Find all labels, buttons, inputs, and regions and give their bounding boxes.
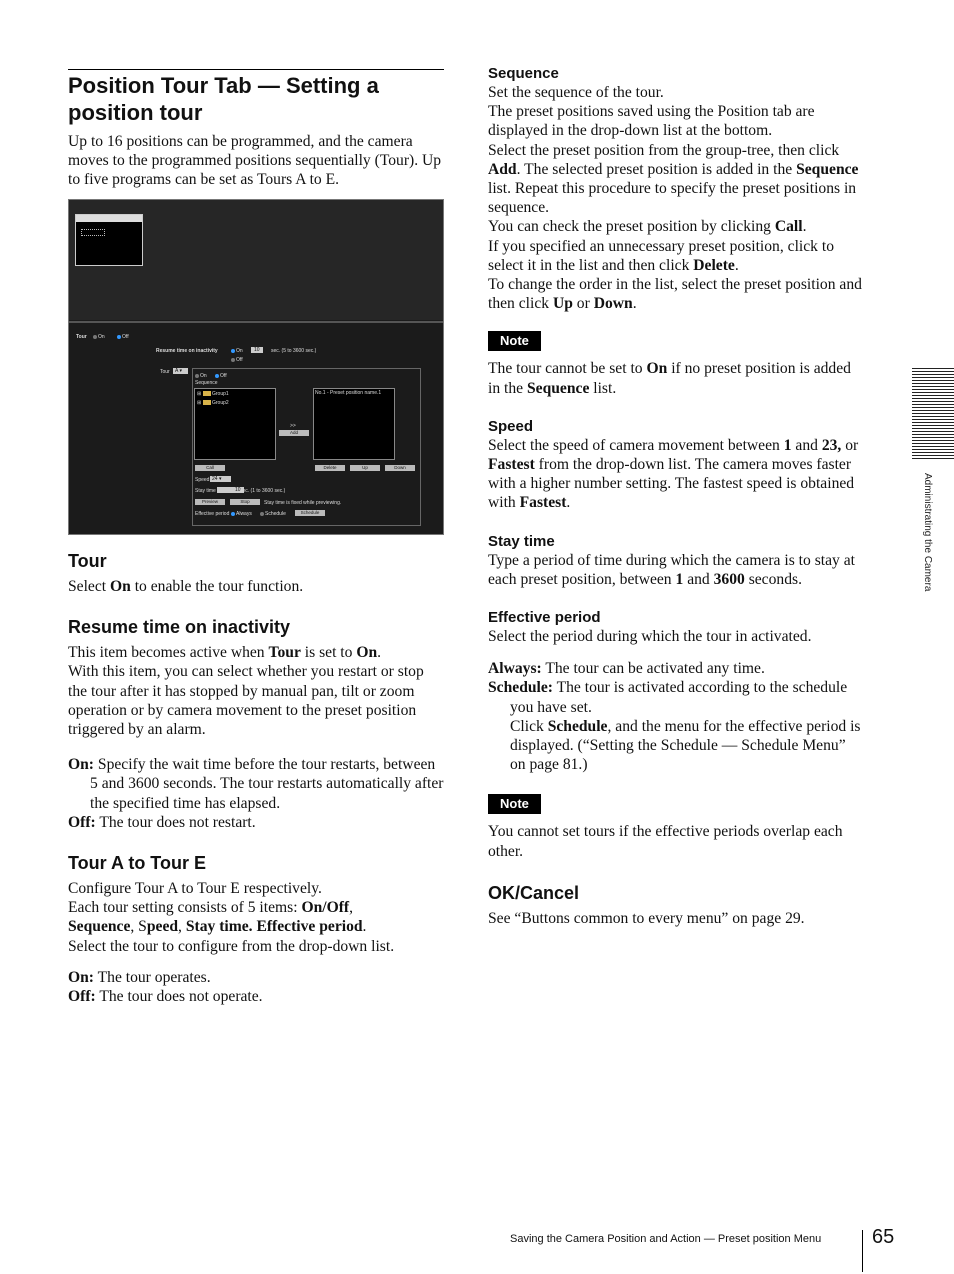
left-column-lower bbox=[68, 550, 444, 1006]
ss-speed-select[interactable]: 24 ▾ bbox=[210, 476, 231, 482]
ss-tour-label: Tour bbox=[76, 334, 87, 340]
bold-text: Fastest bbox=[488, 456, 535, 474]
text: Click bbox=[510, 717, 548, 735]
text: The tour cannot be set to bbox=[488, 360, 647, 378]
text: The tour operates. bbox=[94, 968, 211, 986]
divider bbox=[69, 321, 443, 323]
ss-add-button[interactable]: Add bbox=[279, 430, 309, 436]
preview-toolbar bbox=[76, 215, 142, 222]
radio-selected-icon bbox=[231, 512, 235, 516]
ss-stop-button[interactable]: Stop bbox=[230, 499, 260, 505]
text: To change the order in the list, select the preset position and then click bbox=[488, 276, 862, 313]
ss-stay-input[interactable]: 10 bbox=[217, 487, 244, 493]
ss-eff-schedule[interactable] bbox=[260, 511, 286, 517]
speed-text bbox=[488, 436, 864, 513]
radio-icon bbox=[93, 335, 97, 339]
right-column bbox=[488, 64, 864, 928]
text: . bbox=[377, 644, 382, 662]
tourae-off bbox=[68, 987, 444, 1006]
resume-p2: With this item, you can select whether you restart or stop the tour after it has stopped by manual pan, tilt or zoom operation or by camera movement to the preset position triggered by an alarm. bbox=[68, 663, 424, 739]
ss-schedule-text: Schedule bbox=[265, 511, 286, 517]
seq-line2: The preset positions saved using the Position tab are displayed in the drop-down list at the bottom. bbox=[488, 103, 815, 140]
radio-icon bbox=[195, 374, 199, 378]
ss-resume-range: sec. (5 to 3600 sec.) bbox=[271, 348, 317, 354]
seq-line1: Set the sequence of the tour. bbox=[488, 84, 664, 101]
tourae-p3: Select the tour to configure from the drop-down list. bbox=[68, 937, 395, 955]
note2-text: You cannot set tours if the effective periods overlap each other. bbox=[488, 823, 843, 860]
text: The tour can be activated any time. bbox=[541, 660, 765, 678]
bold-text: On bbox=[356, 644, 378, 662]
ss-sequence-list[interactable] bbox=[313, 388, 395, 460]
resume-on bbox=[68, 755, 444, 813]
note-badge: Note bbox=[488, 794, 541, 814]
bold-text: peed bbox=[146, 918, 179, 936]
bold-text: 23, bbox=[821, 436, 842, 454]
ss-group-tree[interactable] bbox=[194, 388, 276, 460]
text: and bbox=[683, 570, 714, 588]
footer-rule bbox=[862, 1230, 863, 1272]
text: is set to bbox=[300, 644, 357, 662]
ss-tour-off[interactable] bbox=[117, 334, 129, 340]
text: to enable the tour function. bbox=[130, 578, 304, 595]
text: if no preset position is added in the bbox=[488, 360, 851, 397]
ok-cancel-text: See “Buttons common to every menu” on page 29. bbox=[488, 909, 805, 927]
ss-group2-text: Group2 bbox=[211, 400, 229, 406]
text: , and the menu for the effective period is displayed. (“Setting the Schedule — Schedule Menu” on page 81.) bbox=[510, 717, 861, 774]
ok-cancel-heading: OK/Cancel bbox=[488, 882, 580, 903]
text: . bbox=[802, 218, 807, 236]
always-text bbox=[488, 659, 864, 678]
text: The tour is activated according to the schedule you have set. bbox=[510, 679, 848, 716]
ss-on-text: On bbox=[200, 373, 207, 379]
text: or bbox=[572, 295, 594, 313]
text: This item becomes active when bbox=[68, 644, 269, 662]
ss-speed-label: Speed bbox=[195, 477, 210, 483]
ss-resume-label: Resume time on inactivity bbox=[156, 348, 218, 354]
bold-text: On: bbox=[68, 968, 94, 986]
text: from the drop-down list. The camera moves faster with a higher number setting. The fastest speed is obtained with bbox=[488, 456, 855, 512]
side-tab-marker bbox=[912, 368, 954, 460]
bold-text: On: bbox=[68, 756, 94, 774]
speed-heading: Speed bbox=[488, 417, 534, 435]
ss-tour-select-label: Tour bbox=[160, 369, 170, 375]
ss-tour-on[interactable] bbox=[93, 334, 105, 340]
ss-panel-off[interactable] bbox=[215, 373, 227, 379]
bold-text: Up bbox=[552, 295, 573, 313]
text: , bbox=[178, 918, 186, 936]
sequence-heading: Sequence bbox=[488, 65, 559, 82]
text: . bbox=[632, 295, 637, 313]
ss-group2[interactable]: ⊞ Group2 bbox=[197, 400, 229, 406]
ss-off-text: Off bbox=[236, 357, 243, 363]
radio-icon bbox=[260, 512, 264, 516]
ss-schedule-button[interactable]: Schedule bbox=[295, 510, 325, 516]
bold-text: Sequence bbox=[796, 160, 859, 178]
text: . bbox=[566, 494, 571, 512]
tourae-on bbox=[68, 968, 444, 987]
resume-p1 bbox=[68, 643, 444, 662]
left-column bbox=[68, 69, 444, 190]
ss-resume-off[interactable] bbox=[231, 357, 243, 363]
text: If you specified an unnecessary preset position, click to select it in the list and then click bbox=[488, 237, 834, 274]
text: Select the preset position from the group-tree, then click bbox=[488, 141, 840, 159]
text: You can check the preset position by clicking bbox=[488, 218, 775, 236]
bold-text: Sequence bbox=[68, 918, 131, 936]
text: Select bbox=[68, 578, 110, 595]
schedule-text bbox=[488, 678, 864, 716]
radio-icon bbox=[231, 358, 235, 362]
bold-text: Tour bbox=[268, 644, 301, 662]
ss-eff-label: Effective period bbox=[195, 511, 230, 517]
footer-text: Saving the Camera Position and Action — Preset position Menu bbox=[510, 1233, 822, 1245]
ss-on-text: On bbox=[98, 334, 105, 340]
text: , S bbox=[130, 918, 147, 936]
ss-stay-fixed-note: Stay time is fixed while previewing. bbox=[264, 500, 342, 506]
ss-group1-text: Group1 bbox=[211, 391, 229, 397]
stay-heading: Stay time bbox=[488, 532, 555, 550]
text: . bbox=[734, 256, 739, 274]
ss-resume-input[interactable]: 10 bbox=[251, 347, 263, 353]
ss-speed-value: 24 bbox=[212, 476, 218, 482]
ss-sequence-item[interactable]: No.1 - Preset position name.1 bbox=[315, 390, 382, 396]
ss-call-button[interactable]: Call bbox=[195, 465, 225, 471]
text: list. bbox=[589, 379, 617, 397]
ss-stay-range: sec. (1 to 3600 sec.) bbox=[240, 488, 286, 494]
text: The tour does not operate. bbox=[95, 988, 263, 1006]
tour-text bbox=[68, 577, 444, 596]
seq-line5 bbox=[488, 237, 864, 275]
bold-text: Fastest bbox=[519, 494, 567, 512]
text: or bbox=[841, 436, 859, 454]
bold-text: Off: bbox=[68, 988, 96, 1006]
text: seconds. bbox=[744, 570, 802, 588]
folder-icon bbox=[203, 400, 211, 405]
bold-text: 1 bbox=[783, 436, 792, 454]
bold-text: Schedule: bbox=[488, 679, 553, 697]
intro-paragraph: Up to 16 positions can be programmed, and the camera moves to the programmed positions sequentially (Tour). Up to five programs can be set as Tours A to E. bbox=[68, 133, 442, 189]
text: Select the speed of camera movement between bbox=[488, 436, 784, 454]
ss-sequence-label: Sequence bbox=[195, 380, 218, 386]
text: , bbox=[349, 899, 354, 917]
bold-text: Add bbox=[488, 160, 517, 178]
page-number: 65 bbox=[872, 1226, 895, 1248]
ss-preview-button[interactable]: Preview bbox=[195, 499, 225, 505]
side-label: Administrating the Camera bbox=[922, 473, 933, 592]
bold-text: Off: bbox=[68, 813, 96, 831]
ss-eff-always[interactable] bbox=[231, 511, 252, 517]
folder-icon bbox=[203, 391, 211, 396]
tour-settings-screenshot bbox=[68, 199, 444, 535]
effective-heading: Effective period bbox=[488, 609, 601, 627]
section-title: Position Tour Tab — Setting a position tour bbox=[68, 69, 444, 126]
ss-tour-select-value: A bbox=[175, 368, 179, 374]
text: and bbox=[791, 436, 822, 454]
text: Specify the wait time before the tour restarts, between 5 and 3600 seconds. The tour restarts automatically after the specified time has elapsed. bbox=[90, 756, 444, 812]
schedule-click-text bbox=[488, 717, 864, 775]
ss-resume-on[interactable] bbox=[231, 348, 243, 354]
radio-selected-icon bbox=[117, 335, 121, 339]
resume-heading: Resume time on inactivity bbox=[68, 617, 291, 638]
preview-window bbox=[75, 214, 143, 266]
radio-selected-icon bbox=[231, 349, 235, 353]
ss-group1[interactable]: ⊞ Group1 bbox=[197, 391, 229, 397]
text: Each tour setting consists of 5 items: bbox=[68, 899, 302, 917]
ss-stay-label: Stay time bbox=[195, 488, 216, 494]
bold-text: 1 bbox=[675, 570, 684, 588]
text: list. Repeat this procedure to specify the preset positions in sequence. bbox=[488, 180, 857, 217]
bold-text: 3600 bbox=[713, 570, 745, 588]
bold-text: On bbox=[110, 578, 131, 595]
bold-text: On/Off bbox=[301, 899, 350, 917]
ss-tour-select[interactable]: A ▾ bbox=[173, 368, 188, 374]
ss-delete-button[interactable]: Delete bbox=[315, 465, 345, 471]
ss-off-text: Off bbox=[220, 373, 227, 379]
radio-selected-icon bbox=[215, 374, 219, 378]
text: Type a period of time during which the camera is to stay at each preset position, between bbox=[488, 551, 855, 588]
seq-line4 bbox=[488, 217, 864, 236]
bold-text: Stay time. bbox=[185, 918, 253, 936]
bold-text: Sequence bbox=[526, 379, 590, 397]
ss-add-arrows: >> bbox=[290, 423, 296, 429]
text: . bbox=[362, 918, 367, 936]
bold-text: On bbox=[646, 360, 668, 378]
effective-text: Select the period during which the tour in activated. bbox=[488, 628, 812, 646]
seq-line6 bbox=[488, 275, 864, 313]
ss-on-text: On bbox=[236, 348, 243, 354]
note1-text bbox=[488, 359, 864, 397]
ss-off-text: Off bbox=[122, 334, 129, 340]
tour-heading: Tour bbox=[68, 551, 107, 571]
ss-down-button[interactable]: Down bbox=[385, 465, 415, 471]
ss-panel-on[interactable] bbox=[195, 373, 207, 379]
bold-text: Down bbox=[593, 295, 633, 313]
text: . The selected preset position is added in the bbox=[516, 160, 797, 178]
ss-always-text: Always bbox=[236, 511, 252, 517]
ss-up-button[interactable]: Up bbox=[350, 465, 380, 471]
resume-off bbox=[68, 813, 444, 832]
bold-text: Delete bbox=[693, 256, 735, 274]
tourae-p1: Configure Tour A to Tour E respectively. bbox=[68, 880, 322, 898]
bold-text: Always: bbox=[488, 660, 542, 678]
text: The tour does not restart. bbox=[95, 813, 256, 831]
bold-text: Schedule bbox=[547, 717, 608, 735]
seq-line3 bbox=[488, 141, 864, 218]
bold-text: Call bbox=[774, 218, 803, 236]
note-badge: Note bbox=[488, 331, 541, 351]
tourae-heading: Tour A to Tour E bbox=[68, 853, 206, 874]
tourae-p2 bbox=[68, 898, 444, 936]
bold-text: Effective period bbox=[256, 918, 363, 936]
preview-caret-icon bbox=[81, 229, 105, 236]
stay-text bbox=[488, 551, 864, 589]
